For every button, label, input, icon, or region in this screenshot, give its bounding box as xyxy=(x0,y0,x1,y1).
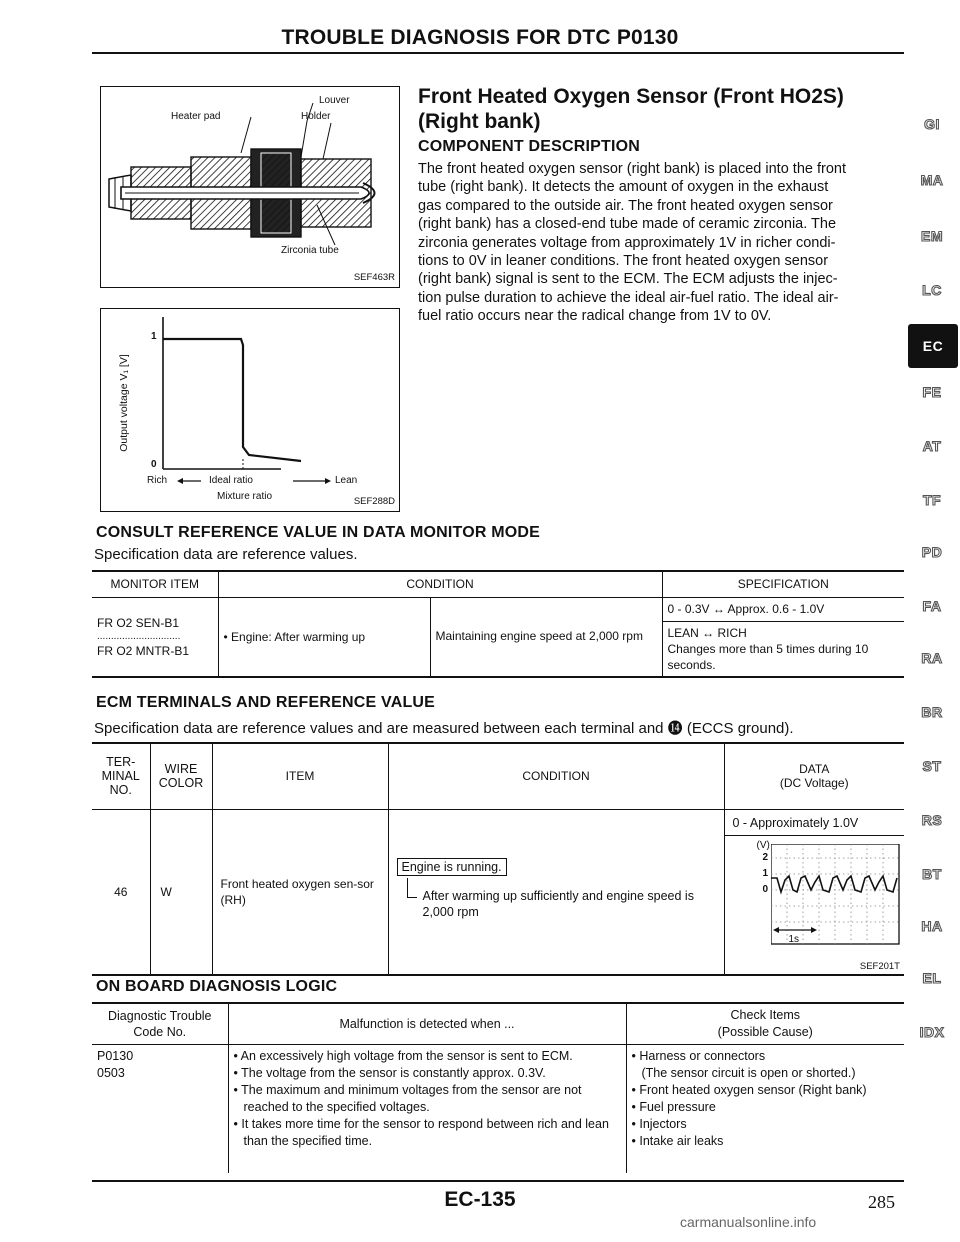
wave-unit: (V) xyxy=(756,839,770,851)
header-malfunction: Malfunction is detected when ... xyxy=(228,1003,626,1045)
text-line: (right bank) signal is sent to the ECM. The ECM adjusts the injec- xyxy=(418,271,838,288)
cell-data xyxy=(724,809,904,975)
side-tab-at[interactable]: AT xyxy=(922,438,942,454)
cell-condition-engine: • Engine: After warming up xyxy=(218,597,430,677)
header-data-line2: (DC Voltage) xyxy=(779,776,849,791)
table-header-row xyxy=(92,1003,904,1045)
check-item: • Fuel pressure xyxy=(631,1100,716,1114)
header-check-line2: (Possible Cause) xyxy=(717,1025,813,1039)
dtc-code-alt: 0503 xyxy=(97,1066,125,1080)
header-condition: CONDITION xyxy=(388,743,724,809)
header-monitor-item: MONITOR ITEM xyxy=(92,571,218,597)
header-wire-color: WIRE COLOR xyxy=(150,743,212,809)
item-fr-o2-sen: FR O2 SEN-B1 xyxy=(97,615,180,630)
malfunction-item: • An excessively high voltage from the sensor is sent to ECM. xyxy=(233,1049,573,1063)
header-check-line1: Check Items xyxy=(730,1008,800,1022)
text-line: zirconia generates voltage from approximately 1V in richer condi- xyxy=(418,234,836,251)
sensor-drawing xyxy=(101,87,399,287)
cell-wire: W xyxy=(150,809,212,975)
ecm-spec-note: Specification data are reference values and are measured between each terminal and ⓮ (ECCS ground). xyxy=(94,720,794,737)
header-condition: CONDITION xyxy=(218,571,662,597)
text-line: fuel ratio occurs near the radical change from 1V to 0V. xyxy=(418,308,772,325)
side-tab-idx[interactable]: IDX xyxy=(919,1024,945,1040)
cell-malfunction xyxy=(228,1045,626,1173)
component-description-heading: COMPONENT DESCRIPTION xyxy=(418,138,640,155)
footer-divider xyxy=(92,1180,904,1182)
consult-spec-note: Specification data are reference values. xyxy=(94,546,358,563)
x-label-ideal: Ideal ratio xyxy=(209,475,253,486)
check-item: • Intake air leaks xyxy=(631,1134,724,1148)
header-item: ITEM xyxy=(212,743,388,809)
side-tab-st[interactable]: ST xyxy=(922,758,942,774)
item-dots: .............................. xyxy=(97,630,181,642)
component-title-line2: (Right bank) xyxy=(418,110,541,133)
text-line: tion pulse duration to achieve the ideal air-fuel ratio. The ideal air- xyxy=(418,289,839,306)
side-tab-lc[interactable]: LC xyxy=(922,282,942,298)
page-title: TROUBLE DIAGNOSIS FOR DTC P0130 xyxy=(281,26,679,49)
dtc-code: P0130 xyxy=(97,1049,134,1063)
malfunction-item: • The voltage from the sensor is constantly approx. 0.3V. xyxy=(233,1066,546,1080)
page-number: 285 xyxy=(868,1192,895,1212)
obd-table xyxy=(92,1002,904,1173)
x-axis-label: Mixture ratio xyxy=(217,491,273,502)
figure-code: SEF288D xyxy=(353,496,395,507)
y-tick-top: 1 xyxy=(151,331,157,342)
table-header-row xyxy=(92,571,904,597)
cell-condition-speed: Maintaining engine speed at 2,000 rpm xyxy=(430,597,662,677)
malfunction-item: • It takes more time for the sensor to respond between rich and lean than the specified time. xyxy=(233,1117,609,1148)
figure-code: SEF463R xyxy=(353,272,395,283)
item-fr-o2-mntr: FR O2 MNTR-B1 xyxy=(97,643,190,658)
check-item-note: (The sensor circuit is open or shorted.) xyxy=(641,1066,856,1080)
text-line: tube (right bank). It detects the amount of oxygen in the exhaust xyxy=(418,179,829,196)
text-line: gas compared to the outside air. The front heated oxygen sensor xyxy=(418,197,833,214)
check-item: • Front heated oxygen sensor (Right bank) xyxy=(631,1083,867,1097)
header-check-items xyxy=(626,1003,904,1045)
wave-y1: 1 xyxy=(762,867,769,879)
side-tab-ma[interactable]: MA xyxy=(920,172,944,188)
side-tab-pd[interactable]: PD xyxy=(921,544,943,560)
header-terminal: TER-MINAL NO. xyxy=(92,743,150,809)
condition-box: Engine is running. xyxy=(397,858,507,876)
malfunction-item: • The maximum and minimum voltages from the sensor are not reached to the specified voltages. xyxy=(233,1083,582,1114)
cell-dtc xyxy=(92,1045,228,1173)
check-item: • Injectors xyxy=(631,1117,687,1131)
header-data-line1: DATA xyxy=(799,762,830,777)
spec-lean-rich: LEAN ↔ RICH xyxy=(667,625,747,640)
y-axis-label: Output voltage V₁ [V] xyxy=(118,354,130,452)
side-tab-tf[interactable]: TF xyxy=(922,492,942,508)
label-louver: Louver xyxy=(319,95,350,106)
side-tab-ha[interactable]: HA xyxy=(921,918,943,934)
text-line: The front heated oxygen sensor (right bank) is placed into the front xyxy=(418,161,846,177)
sensor-figure xyxy=(100,86,400,288)
cell-monitor-item xyxy=(92,597,218,677)
side-tab-el[interactable]: EL xyxy=(922,970,942,986)
side-tab-ec[interactable]: EC xyxy=(908,324,958,368)
label-heater-pad: Heater pad xyxy=(171,111,221,122)
spec-changes: Changes more than 5 times during 10 seconds. xyxy=(667,641,869,672)
condition-bracket xyxy=(407,878,417,898)
data-value: 0 - Approximately 1.0V xyxy=(725,810,905,836)
side-tab-em[interactable]: EM xyxy=(921,228,943,244)
header-data xyxy=(724,743,904,809)
cell-item: Front heated oxygen sen-sor (RH) xyxy=(212,809,388,975)
wave-y0: 0 xyxy=(762,883,769,895)
wave-figure-code: SEF201T xyxy=(859,960,900,972)
text-line: (right bank) has a closed-end tube made of ceramic zirconia. The xyxy=(418,216,837,233)
voltage-figure xyxy=(100,308,400,512)
obd-heading: ON BOARD DIAGNOSIS LOGIC xyxy=(96,978,338,995)
y-tick-bottom: 0 xyxy=(151,459,157,470)
cell-terminal: 46 xyxy=(92,809,150,975)
cell-spec-voltage: 0 - 0.3V ↔ Approx. 0.6 - 1.0V xyxy=(662,597,904,621)
side-tab-rs[interactable]: RS xyxy=(921,812,943,828)
component-title xyxy=(418,84,898,134)
waveform-chart xyxy=(771,844,901,948)
title-divider xyxy=(92,52,904,54)
side-tab-fa[interactable]: FA xyxy=(922,598,942,614)
table-row xyxy=(92,597,904,621)
side-tab-fe[interactable]: FE xyxy=(922,384,942,400)
component-title-line1: Front Heated Oxygen Sensor (Front HO2S) xyxy=(418,85,844,108)
side-tab-bt[interactable]: BT xyxy=(922,866,942,882)
table-row xyxy=(92,1045,904,1173)
consult-heading: CONSULT REFERENCE VALUE IN DATA MONITOR MODE xyxy=(96,524,541,541)
header-specification: SPECIFICATION xyxy=(662,571,904,597)
cell-check-items xyxy=(626,1045,904,1173)
ecm-table xyxy=(92,742,904,976)
x-label-lean: Lean xyxy=(335,475,358,486)
text-line: tions to 0V in leaner conditions. The front heated oxygen sensor xyxy=(418,253,829,270)
page-code: EC-135 xyxy=(444,1188,516,1211)
side-tab-ra[interactable]: RA xyxy=(921,650,943,666)
cell-condition xyxy=(388,809,724,975)
ecm-heading: ECM TERMINALS AND REFERENCE VALUE xyxy=(96,694,436,711)
label-zirconia-tube: Zirconia tube xyxy=(281,245,339,256)
condition-text: After warming up sufficiently and engine speed is 2,000 rpm xyxy=(422,888,694,919)
table-header-row xyxy=(92,743,904,809)
wave-y2: 2 xyxy=(762,851,769,863)
wave-time-label: 1s xyxy=(788,933,800,945)
watermark: carmanualsonline.info xyxy=(680,1214,817,1230)
check-item: • Harness or connectors xyxy=(631,1049,766,1063)
label-holder: Holder xyxy=(301,111,331,122)
consult-table xyxy=(92,570,904,678)
table-row xyxy=(92,809,904,975)
side-tab-br[interactable]: BR xyxy=(921,704,943,720)
side-tab-gi[interactable]: GI xyxy=(924,116,940,132)
x-label-rich: Rich xyxy=(147,475,168,486)
component-description-text xyxy=(418,160,900,326)
header-dtc: Diagnostic Trouble Code No. xyxy=(92,1003,228,1045)
cell-spec-lean-rich xyxy=(662,621,904,677)
